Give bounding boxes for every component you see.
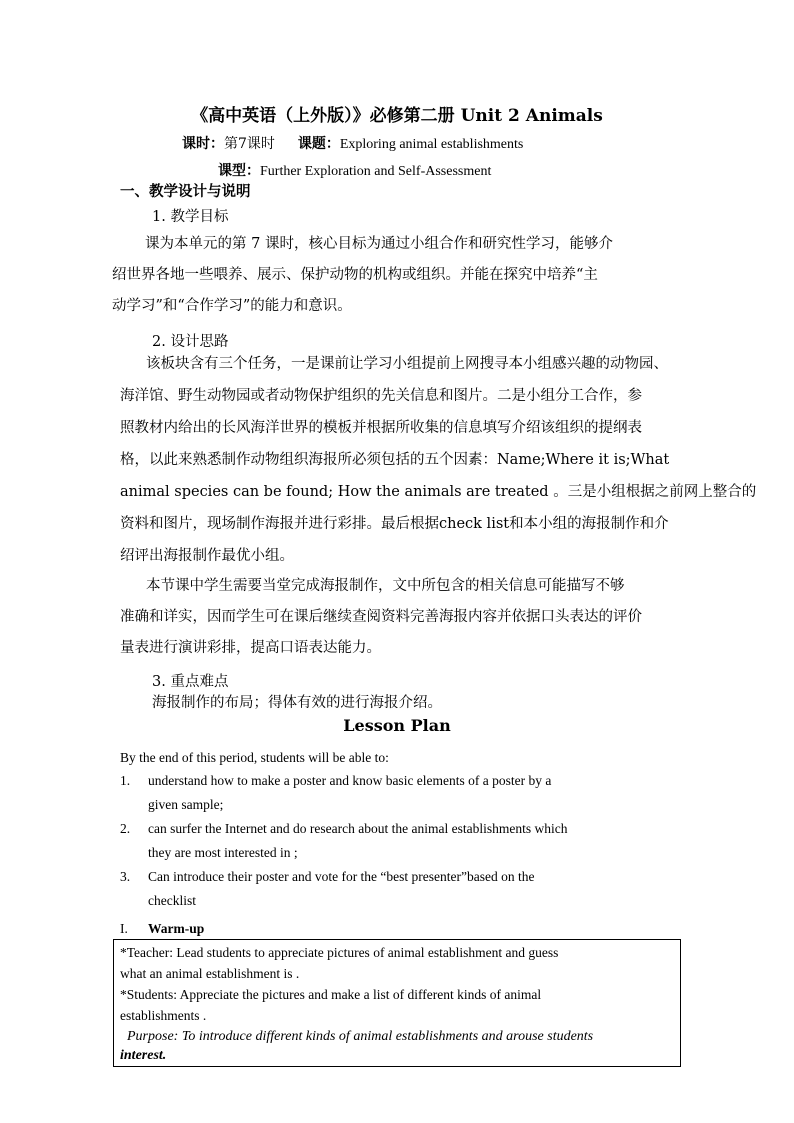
topic-label: 课题： [297,136,340,152]
type-line [218,160,491,180]
document-title: 《高中英语（上外版）》必修第二册 Unit 2 Animals [191,106,603,126]
key-line: 海报制作的布局；得体有效的进行海报介绍。 [152,695,442,711]
design-line: 资料和图片，现场制作海报并进行彩排。最后根据check list和本小组的海报制作和介 [120,516,669,532]
goal-line: 动学习”和“合作学习”的能力和意识。 [112,298,352,314]
purpose-line: interest. [120,1048,167,1063]
lesson-plan-title: Lesson Plan [343,716,451,735]
objective-line: they are most interested in ; [148,845,298,860]
design-line: 量表进行演讲彩排，提高口语表达能力。 [120,640,381,656]
design-line: animal species can be found; How the animals are treated 。三是小组根据之前网上整合的 [120,484,757,500]
period-value: 第7课时 [224,136,275,152]
type-value: Further Exploration and Self-Assessment [260,164,492,179]
goal-line: 课为本单元的第 7 课时，核心目标为通过小组合作和研究性学习，能够介 [145,236,613,252]
objective-number: 2. [120,821,131,836]
lesson-intro: By the end of this period, students will be able to: [120,750,389,765]
design-line: 该板块含有三个任务，一是课前让学习小组提前上网搜寻本小组感兴趣的动物园、 [146,356,668,372]
warmup-box [113,939,681,1067]
objective-line: can surfer the Internet and do research about the animal establishments which [148,821,568,836]
design-heading: 2. 设计思路 [152,334,229,350]
design-line: 格，以此来熟悉制作动物组织海报所必须包括的五个因素：Name;Where it is;What [120,452,670,468]
design-line: 绍评出海报制作最优小组。 [120,548,294,564]
objective-line: understand how to make a poster and know basic elements of a poster by a [148,773,552,788]
objective-line: given sample; [148,797,224,812]
objective-number: 1. [120,773,131,788]
section-heading: 一、教学设计与说明 [120,183,251,200]
box-line: what an animal establishment is . [120,966,300,981]
design-line: 准确和详实，因而学生可在课后继续查阅资料完善海报内容并依据口头表达的评价 [120,609,642,625]
design-line: 照教材内给出的长风海洋世界的模板并根据所收集的信息填写介绍该组织的提纲表 [120,420,642,436]
goal-heading: 1. 教学目标 [152,209,229,225]
box-line: establishments . [120,1008,207,1023]
objective-number: 3. [120,869,131,884]
warmup-number: I. [120,921,128,936]
type-label: 课型： [218,163,260,179]
period-line [182,133,523,153]
topic-value: Exploring animal establishments [339,137,524,152]
goal-line: 绍世界各地一些喂养、展示、保护动物的机构或组织。并能在探究中培养“主 [112,267,598,283]
design-line: 海洋馆、野生动物园或者动物保护组织的先关信息和图片。二是小组分工合作，参 [120,388,642,404]
warmup-heading: Warm-up [148,921,205,936]
key-heading: 3. 重点难点 [152,674,229,690]
purpose-line: Purpose: To introduce different kinds of animal establishments and arouse students [120,1029,594,1044]
box-line: *Students: Appreciate the pictures and make a list of different kinds of animal [120,987,542,1002]
objective-line: Can introduce their poster and vote for the “best presenter”based on the [148,869,535,884]
period-label: 课时： [182,136,224,152]
objective-line: checklist [148,893,196,908]
box-line: *Teacher: Lead students to appreciate pictures of animal establishment and guess [120,945,559,960]
design-line: 本节课中学生需要当堂完成海报制作，文中所包含的相关信息可能描写不够 [146,578,625,594]
